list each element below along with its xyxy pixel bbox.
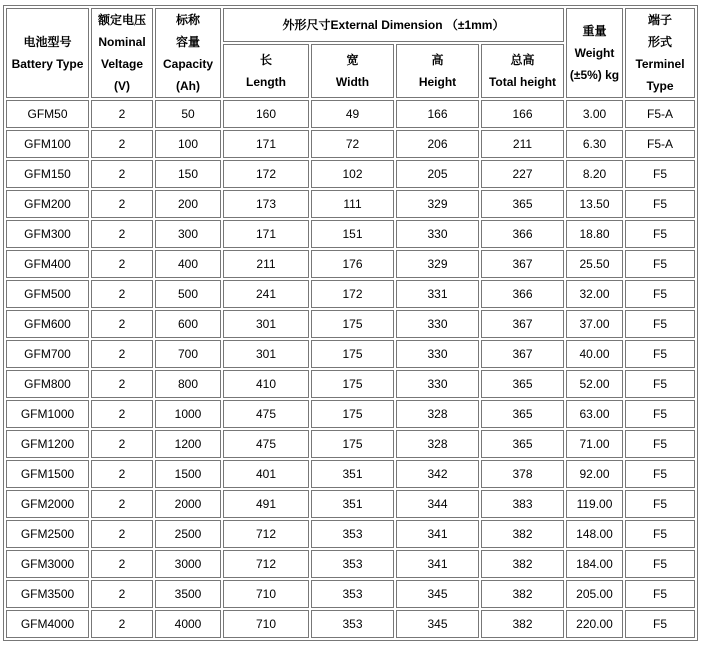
height-cell: 330 [396, 370, 479, 398]
voltage-cell: 2 [91, 520, 153, 548]
weight-cell: 32.00 [566, 280, 623, 308]
table-row [6, 130, 695, 158]
width-cell: 351 [311, 460, 394, 488]
total-height-cell: 366 [481, 220, 564, 248]
capacity-cell: 1200 [155, 430, 221, 458]
terminal-cell: F5 [625, 550, 695, 578]
table-row [6, 340, 695, 368]
table-row [6, 370, 695, 398]
length-cell: 475 [223, 430, 309, 458]
width-cell: 175 [311, 370, 394, 398]
battery-type-cell: GFM50 [6, 100, 89, 128]
height-cell: 328 [396, 430, 479, 458]
battery-type-cell: GFM100 [6, 130, 89, 158]
header-battery-type [6, 8, 89, 98]
header-total-height [481, 44, 564, 98]
voltage-cell: 2 [91, 400, 153, 428]
capacity-cell: 2500 [155, 520, 221, 548]
battery-type-cell: GFM150 [6, 160, 89, 188]
total-height-cell: 382 [481, 610, 564, 638]
header-height-en: Height [418, 75, 457, 89]
weight-cell: 6.30 [566, 130, 623, 158]
battery-type-cell: GFM2500 [6, 520, 89, 548]
width-cell: 72 [311, 130, 394, 158]
capacity-cell: 2000 [155, 490, 221, 518]
voltage-cell: 2 [91, 430, 153, 458]
capacity-cell: 150 [155, 160, 221, 188]
voltage-cell: 2 [91, 220, 153, 248]
voltage-cell: 2 [91, 100, 153, 128]
width-cell: 172 [311, 280, 394, 308]
height-cell: 329 [396, 250, 479, 278]
total-height-cell: 367 [481, 310, 564, 338]
voltage-cell: 2 [91, 370, 153, 398]
terminal-cell: F5 [625, 490, 695, 518]
height-cell: 331 [396, 280, 479, 308]
spec-table-body [6, 100, 695, 638]
capacity-cell: 4000 [155, 610, 221, 638]
width-cell: 353 [311, 610, 394, 638]
weight-cell: 40.00 [566, 340, 623, 368]
height-cell: 330 [396, 220, 479, 248]
terminal-cell: F5 [625, 610, 695, 638]
battery-type-cell: GFM400 [6, 250, 89, 278]
width-cell: 151 [311, 220, 394, 248]
total-height-cell: 365 [481, 400, 564, 428]
total-height-cell: 366 [481, 280, 564, 308]
table-row [6, 160, 695, 188]
length-cell: 410 [223, 370, 309, 398]
terminal-cell: F5 [625, 250, 695, 278]
table-row [6, 460, 695, 488]
height-cell: 344 [396, 490, 479, 518]
total-height-cell: 367 [481, 340, 564, 368]
weight-cell: 25.50 [566, 250, 623, 278]
capacity-cell: 100 [155, 130, 221, 158]
height-cell: 330 [396, 310, 479, 338]
header-capacity-unit: (Ah) [176, 79, 200, 93]
length-cell: 491 [223, 490, 309, 518]
voltage-cell: 2 [91, 490, 153, 518]
voltage-cell: 2 [91, 550, 153, 578]
weight-cell: 148.00 [566, 520, 623, 548]
terminal-cell: F5 [625, 190, 695, 218]
height-cell: 328 [396, 400, 479, 428]
table-row [6, 190, 695, 218]
table-row [6, 490, 695, 518]
terminal-cell: F5 [625, 310, 695, 338]
height-cell: 342 [396, 460, 479, 488]
voltage-cell: 2 [91, 250, 153, 278]
height-cell: 345 [396, 580, 479, 608]
height-cell: 166 [396, 100, 479, 128]
capacity-cell: 400 [155, 250, 221, 278]
voltage-cell: 2 [91, 190, 153, 218]
weight-cell: 205.00 [566, 580, 623, 608]
total-height-cell: 365 [481, 430, 564, 458]
length-cell: 710 [223, 580, 309, 608]
battery-type-cell: GFM800 [6, 370, 89, 398]
voltage-cell: 2 [91, 130, 153, 158]
length-cell: 712 [223, 550, 309, 578]
width-cell: 175 [311, 430, 394, 458]
header-terminal-cn2: 形式 [647, 35, 672, 49]
capacity-cell: 1000 [155, 400, 221, 428]
header-length-cn: 长 [259, 53, 272, 67]
terminal-cell: F5 [625, 220, 695, 248]
header-total-height-en: Total height [488, 75, 557, 89]
voltage-cell: 2 [91, 460, 153, 488]
header-battery-type-en: Battery Type [11, 57, 84, 71]
total-height-cell: 367 [481, 250, 564, 278]
table-row [6, 520, 695, 548]
length-cell: 401 [223, 460, 309, 488]
width-cell: 175 [311, 400, 394, 428]
weight-cell: 220.00 [566, 610, 623, 638]
header-capacity-cn2: 容量 [175, 35, 200, 49]
header-width [311, 44, 394, 98]
width-cell: 353 [311, 550, 394, 578]
height-cell: 345 [396, 610, 479, 638]
weight-cell: 71.00 [566, 430, 623, 458]
header-battery-type-cn: 电池型号 [23, 35, 72, 49]
weight-cell: 52.00 [566, 370, 623, 398]
total-height-cell: 211 [481, 130, 564, 158]
capacity-cell: 600 [155, 310, 221, 338]
length-cell: 160 [223, 100, 309, 128]
header-height-cn: 高 [431, 53, 444, 67]
table-row [6, 220, 695, 248]
capacity-cell: 3000 [155, 550, 221, 578]
terminal-cell: F5 [625, 430, 695, 458]
weight-cell: 18.80 [566, 220, 623, 248]
weight-cell: 184.00 [566, 550, 623, 578]
table-row [6, 100, 695, 128]
total-height-cell: 383 [481, 490, 564, 518]
header-weight-en: Weight [574, 46, 615, 60]
voltage-cell: 2 [91, 280, 153, 308]
header-voltage-cn: 额定电压 [97, 13, 146, 27]
header-width-cn: 宽 [346, 53, 359, 67]
header-voltage-en1: Nominal [98, 35, 146, 49]
terminal-cell: F5-A [625, 100, 695, 128]
terminal-cell: F5 [625, 160, 695, 188]
height-cell: 329 [396, 190, 479, 218]
header-terminal-en2: Type [646, 79, 674, 93]
header-weight-unit: (±5%) kg [569, 68, 620, 82]
terminal-cell: F5 [625, 340, 695, 368]
width-cell: 353 [311, 580, 394, 608]
header-length [223, 44, 309, 98]
total-height-cell: 378 [481, 460, 564, 488]
length-cell: 171 [223, 220, 309, 248]
length-cell: 211 [223, 250, 309, 278]
capacity-cell: 200 [155, 190, 221, 218]
battery-type-cell: GFM1000 [6, 400, 89, 428]
width-cell: 176 [311, 250, 394, 278]
terminal-cell: F5 [625, 400, 695, 428]
header-length-en: Length [246, 75, 286, 89]
weight-cell: 8.20 [566, 160, 623, 188]
height-cell: 341 [396, 520, 479, 548]
total-height-cell: 365 [481, 190, 564, 218]
table-row [6, 280, 695, 308]
weight-cell: 92.00 [566, 460, 623, 488]
header-weight [566, 8, 623, 98]
height-cell: 206 [396, 130, 479, 158]
weight-cell: 63.00 [566, 400, 623, 428]
length-cell: 173 [223, 190, 309, 218]
voltage-cell: 2 [91, 160, 153, 188]
battery-type-cell: GFM4000 [6, 610, 89, 638]
voltage-cell: 2 [91, 310, 153, 338]
header-capacity-cn1: 标称 [175, 13, 200, 27]
height-cell: 341 [396, 550, 479, 578]
total-height-cell: 382 [481, 520, 564, 548]
terminal-cell: F5-A [625, 130, 695, 158]
length-cell: 712 [223, 520, 309, 548]
voltage-cell: 2 [91, 610, 153, 638]
capacity-cell: 700 [155, 340, 221, 368]
width-cell: 111 [311, 190, 394, 218]
weight-cell: 13.50 [566, 190, 623, 218]
capacity-cell: 500 [155, 280, 221, 308]
length-cell: 475 [223, 400, 309, 428]
header-voltage [91, 8, 153, 98]
total-height-cell: 227 [481, 160, 564, 188]
header-height [396, 44, 479, 98]
total-height-cell: 382 [481, 580, 564, 608]
table-row [6, 430, 695, 458]
terminal-cell: F5 [625, 520, 695, 548]
table-row [6, 550, 695, 578]
battery-type-cell: GFM200 [6, 190, 89, 218]
width-cell: 353 [311, 520, 394, 548]
weight-cell: 3.00 [566, 100, 623, 128]
length-cell: 710 [223, 610, 309, 638]
table-row [6, 610, 695, 638]
capacity-cell: 300 [155, 220, 221, 248]
battery-type-cell: GFM700 [6, 340, 89, 368]
battery-spec-table [3, 5, 698, 641]
terminal-cell: F5 [625, 370, 695, 398]
battery-type-cell: GFM500 [6, 280, 89, 308]
width-cell: 102 [311, 160, 394, 188]
height-cell: 330 [396, 340, 479, 368]
battery-type-cell: GFM3000 [6, 550, 89, 578]
header-terminal [625, 8, 695, 98]
header-external-dimension: 外形尺寸External Dimension （±1mm） [223, 8, 564, 42]
length-cell: 301 [223, 310, 309, 338]
battery-type-cell: GFM300 [6, 220, 89, 248]
capacity-cell: 1500 [155, 460, 221, 488]
capacity-cell: 800 [155, 370, 221, 398]
header-terminal-cn1: 端子 [647, 13, 672, 27]
voltage-cell: 2 [91, 340, 153, 368]
table-row [6, 250, 695, 278]
battery-type-cell: GFM1200 [6, 430, 89, 458]
terminal-cell: F5 [625, 460, 695, 488]
battery-type-cell: GFM1500 [6, 460, 89, 488]
length-cell: 301 [223, 340, 309, 368]
width-cell: 351 [311, 490, 394, 518]
height-cell: 205 [396, 160, 479, 188]
table-row [6, 580, 695, 608]
voltage-cell: 2 [91, 580, 153, 608]
length-cell: 172 [223, 160, 309, 188]
header-capacity-en: Capacity [162, 57, 214, 71]
header-terminal-en1: Terminel [635, 57, 685, 71]
terminal-cell: F5 [625, 580, 695, 608]
battery-type-cell: GFM3500 [6, 580, 89, 608]
capacity-cell: 3500 [155, 580, 221, 608]
battery-type-cell: GFM2000 [6, 490, 89, 518]
spec-table-wrapper [3, 5, 698, 641]
length-cell: 171 [223, 130, 309, 158]
width-cell: 175 [311, 340, 394, 368]
table-row [6, 400, 695, 428]
total-height-cell: 166 [481, 100, 564, 128]
battery-type-cell: GFM600 [6, 310, 89, 338]
weight-cell: 119.00 [566, 490, 623, 518]
header-voltage-en2: Veltage [100, 57, 144, 71]
header-voltage-unit: (V) [114, 79, 130, 93]
header-capacity [155, 8, 221, 98]
header-total-height-cn: 总高 [510, 53, 535, 67]
header-width-en: Width [335, 75, 370, 89]
table-row [6, 310, 695, 338]
width-cell: 175 [311, 310, 394, 338]
width-cell: 49 [311, 100, 394, 128]
terminal-cell: F5 [625, 280, 695, 308]
total-height-cell: 382 [481, 550, 564, 578]
capacity-cell: 50 [155, 100, 221, 128]
total-height-cell: 365 [481, 370, 564, 398]
weight-cell: 37.00 [566, 310, 623, 338]
length-cell: 241 [223, 280, 309, 308]
header-weight-cn: 重量 [582, 24, 607, 38]
